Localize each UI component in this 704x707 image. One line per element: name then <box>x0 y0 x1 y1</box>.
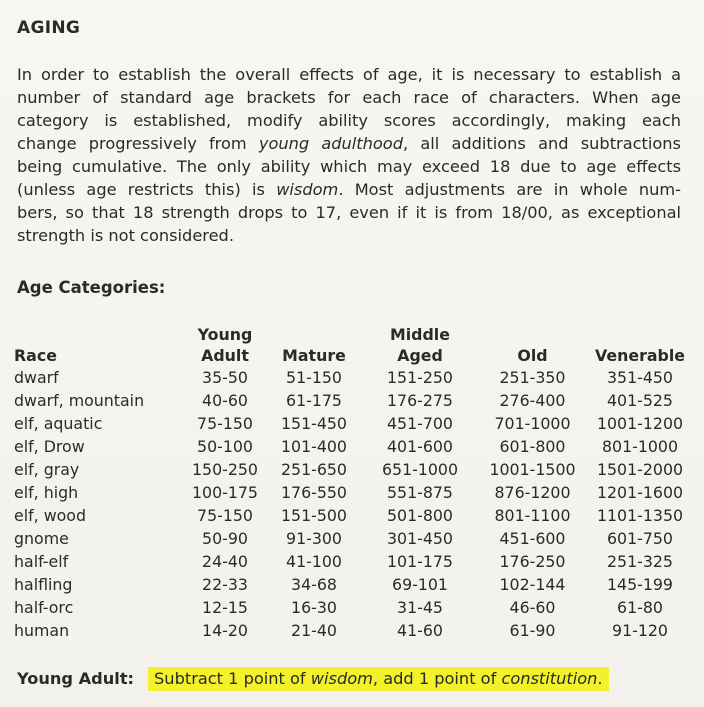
venerable-cell: 801-1000 <box>601 437 679 456</box>
paragraph-line: being cumulative. The only ability which may exceed 18 due to age effects <box>17 157 681 176</box>
race-cell: dwarf <box>14 368 59 387</box>
old-cell: 46-60 <box>509 598 556 617</box>
age-categories-subheading: Age Categories: <box>17 278 166 297</box>
race-cell: dwarf, mountain <box>14 391 145 410</box>
race-cell: gnome <box>14 529 69 548</box>
table-row <box>14 504 691 527</box>
paragraph-line: category is established, modify ability scores accordingly, making each <box>17 111 681 130</box>
young-adult-cell: 35-50 <box>202 368 248 387</box>
header-middle-aged-line2: Aged <box>397 346 443 365</box>
young-adult-cell: 24-40 <box>202 552 248 571</box>
table-row <box>14 527 691 550</box>
young-adult-note <box>17 669 609 688</box>
table-row <box>14 458 691 481</box>
venerable-cell: 601-750 <box>606 529 673 548</box>
old-cell: 876-1200 <box>494 483 571 502</box>
table-row <box>14 619 691 642</box>
old-cell: 701-1000 <box>494 414 571 433</box>
paragraph-line: In order to establish the overall effects of age, it is necessary to establish a <box>17 65 681 84</box>
header-young-adult-line1: Young <box>197 325 253 344</box>
venerable-cell: 1001-1200 <box>596 414 684 433</box>
old-cell: 251-350 <box>499 368 566 387</box>
old-cell: 276-400 <box>499 391 566 410</box>
middle-aged-cell: 501-800 <box>386 506 453 525</box>
table-row <box>14 435 691 458</box>
mature-cell: 16-30 <box>291 598 337 617</box>
table-header-row-2 <box>14 345 691 366</box>
old-cell: 102-144 <box>499 575 566 594</box>
middle-aged-cell: 69-101 <box>392 575 448 594</box>
young-adult-cell: 75-150 <box>197 414 253 433</box>
young-adult-cell: 50-90 <box>202 529 248 548</box>
mature-cell: 151-500 <box>280 506 347 525</box>
mature-cell: 151-450 <box>280 414 347 433</box>
young-adult-cell: 150-250 <box>191 460 258 479</box>
table-body <box>14 366 691 642</box>
mature-cell: 251-650 <box>280 460 347 479</box>
race-cell: elf, Drow <box>14 437 85 456</box>
young-adult-cell: 12-15 <box>202 598 248 617</box>
old-cell: 61-90 <box>509 621 556 640</box>
middle-aged-cell: 651-1000 <box>381 460 459 479</box>
mature-cell: 176-550 <box>280 483 347 502</box>
venerable-cell: 251-325 <box>606 552 673 571</box>
paragraph-line: strength is not considered. <box>17 226 234 245</box>
header-young-adult-line2: Adult <box>201 346 249 365</box>
race-cell: elf, gray <box>14 460 80 479</box>
header-mature: Mature <box>282 346 346 365</box>
old-cell: 176-250 <box>499 552 566 571</box>
table-row <box>14 366 691 389</box>
old-cell: 801-1100 <box>494 506 571 525</box>
middle-aged-cell: 451-700 <box>386 414 453 433</box>
middle-aged-cell: 401-600 <box>386 437 453 456</box>
paragraph-line: change progressively from young adulthood, all additions and subtractions <box>17 134 681 153</box>
header-venerable: Venerable <box>595 346 685 365</box>
middle-aged-cell: 31-45 <box>397 598 443 617</box>
venerable-cell: 145-199 <box>606 575 673 594</box>
table-row <box>14 596 691 619</box>
young-adult-cell: 40-60 <box>202 391 248 410</box>
young-adult-cell: 50-100 <box>197 437 253 456</box>
young-adult-label: Young Adult: <box>17 669 135 688</box>
highlighted-adjustment: Subtract 1 point of wisdom, add 1 point of constitution. <box>148 667 609 691</box>
race-cell: halfling <box>14 575 73 594</box>
old-cell: 601-800 <box>499 437 566 456</box>
young-adult-cell: 75-150 <box>197 506 253 525</box>
table-row <box>14 389 691 412</box>
section-heading: AGING <box>17 18 81 38</box>
mature-cell: 51-150 <box>286 368 342 387</box>
race-cell: half-orc <box>14 598 74 617</box>
race-cell: half-elf <box>14 552 69 571</box>
venerable-cell: 401-525 <box>606 391 673 410</box>
middle-aged-cell: 101-175 <box>386 552 453 571</box>
venerable-cell: 1101-1350 <box>596 506 684 525</box>
table-header-row-1 <box>14 324 691 345</box>
table-row <box>14 550 691 573</box>
venerable-cell: 351-450 <box>606 368 673 387</box>
venerable-cell: 1501-2000 <box>596 460 684 479</box>
mature-cell: 101-400 <box>280 437 347 456</box>
venerable-cell: 1201-1600 <box>596 483 684 502</box>
mature-cell: 41-100 <box>286 552 342 571</box>
mature-cell: 91-300 <box>286 529 342 548</box>
young-adult-cell: 22-33 <box>202 575 248 594</box>
middle-aged-cell: 41-60 <box>397 621 443 640</box>
race-cell: elf, aquatic <box>14 414 103 433</box>
young-adult-cell: 14-20 <box>202 621 248 640</box>
age-categories-table <box>14 324 691 642</box>
venerable-cell: 91-120 <box>612 621 668 640</box>
intro-paragraph <box>17 63 681 247</box>
old-cell: 1001-1500 <box>489 460 576 479</box>
middle-aged-cell: 301-450 <box>386 529 453 548</box>
mature-cell: 34-68 <box>291 575 337 594</box>
mature-cell: 61-175 <box>286 391 342 410</box>
table-row <box>14 481 691 504</box>
middle-aged-cell: 176-275 <box>386 391 453 410</box>
race-cell: elf, wood <box>14 506 86 525</box>
table-row <box>14 573 691 596</box>
table-row <box>14 412 691 435</box>
race-cell: elf, high <box>14 483 79 502</box>
race-cell: human <box>14 621 70 640</box>
header-race: Race <box>14 346 57 365</box>
venerable-cell: 61-80 <box>617 598 663 617</box>
header-old: Old <box>517 346 548 365</box>
paragraph-line: number of standard age brackets for each race of characters. When age <box>17 88 681 107</box>
header-middle-aged-line1: Middle <box>390 325 450 344</box>
middle-aged-cell: 551-875 <box>386 483 453 502</box>
young-adult-cell: 100-175 <box>191 483 258 502</box>
paragraph-line: bers, so that 18 strength drops to 17, even if it is from 18/00, as exceptional <box>17 203 681 222</box>
paragraph-line: (unless age restricts this) is wisdom. Most adjustments are in whole num- <box>17 180 681 199</box>
middle-aged-cell: 151-250 <box>386 368 453 387</box>
old-cell: 451-600 <box>499 529 566 548</box>
mature-cell: 21-40 <box>291 621 337 640</box>
